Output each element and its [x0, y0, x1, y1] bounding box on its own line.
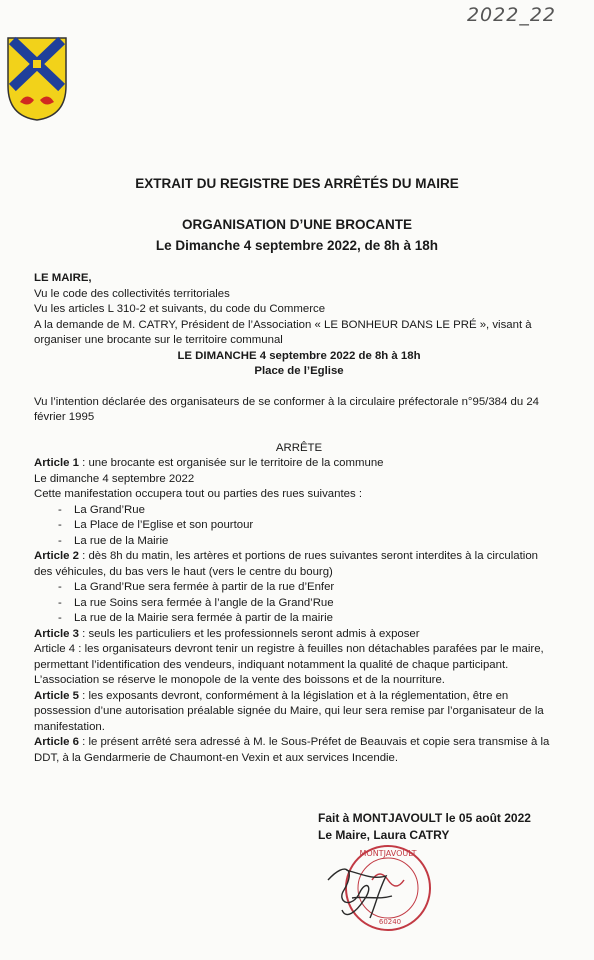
article-5-line-3: manifestation. — [34, 720, 105, 733]
vu-line-3a: Vu l’intention déclarée des organisateurs de se conformer à la circulaire préfectorale n°95/384 du 24 — [34, 395, 539, 408]
event-place: Place de l’Eglise — [254, 365, 344, 377]
article-2-label: Article 2 — [34, 550, 79, 562]
article-2-text: : dès 8h du matin, les artères et portions de rues suivantes seront interdites à la circulation — [78, 550, 538, 562]
fait-a-line: Fait à MONTJAVOULT le 05 août 2022 — [318, 811, 531, 825]
list-item: - La rue de la Mairie sera fermée à partir de la mairie — [34, 611, 564, 627]
article-2-line-2: des véhicules, du bas vers le haut (vers le centre du bourg) — [34, 565, 333, 578]
article-6-label: Article 6 — [34, 736, 79, 748]
article-6-text: : le présent arrêté sera adressé à M. le Sous-Préfet de Beauvais et copie sera transmise à la — [78, 736, 550, 748]
article-3-text: : seuls les particuliers et les professionnels seront admis à exposer — [78, 627, 420, 640]
vu-line-1: Vu le code des collectivités territoriales — [34, 287, 230, 300]
vu-line-3b: février 1995 — [34, 411, 95, 423]
article-1-line-3: Cette manifestation occupera tout ou parties des rues suivantes : — [34, 488, 362, 500]
article-3 — [34, 627, 564, 643]
list-item: - La Grand’Rue — [34, 503, 564, 519]
demande-line-1: A la demande de M. CATRY, Président de l’Association « LE BONHEUR DANS LE PRÉ », visant à — [34, 318, 532, 331]
article-3-label: Article 3 — [34, 627, 79, 640]
article-4-line-1: Article 4 : les organisateurs devront tenir un registre à feuilles non détachables parafées par le maire, — [34, 643, 544, 655]
article-5 — [34, 689, 564, 705]
document-body — [34, 271, 564, 766]
document-heading — [0, 214, 594, 256]
event-date-bold: LE DIMANCHE 4 septembre 2022 de 8h à 18h — [177, 349, 421, 362]
article-4-line-3: L’association se réserve le monopole de la vente des boissons et de la nourriture. — [34, 674, 445, 686]
closures-list — [34, 580, 564, 627]
article-2 — [34, 549, 564, 565]
stamp-ring-text: MONTJAVOULT — [359, 849, 417, 858]
article-6 — [34, 735, 564, 751]
demande-line-2: organiser une brocante sur le territoire communal — [34, 334, 283, 346]
article-1-line-2: Le dimanche 4 septembre 2022 — [34, 472, 195, 485]
article-5-text: : les exposants devront, conformément à la législation et à la réglementation, être en — [78, 689, 509, 702]
list-item: - La Grand’Rue sera fermée à partir de la rue d’Enfer — [34, 580, 564, 596]
le-maire: LE MAIRE, — [34, 272, 92, 284]
stamp-postcode: 60240 — [378, 918, 402, 926]
article-6-line-2: DDT, à la Gendarmerie de Chaumont-en Vexin et aux services Incendie. — [34, 751, 399, 764]
article-4-line-2: permettant l’identification des vendeurs, indiquant notamment la qualité de chaque participant. — [34, 658, 509, 671]
article-1-text: : une brocante est organisée sur le territoire de la commune — [78, 457, 384, 469]
article-1-label: Article 1 — [34, 457, 79, 469]
article-5-line-2: possession d’une autorisation préalable signée du Maire, qui leur sera remise par l’organisateur de la — [34, 705, 544, 717]
streets-list — [34, 503, 564, 550]
coat-of-arms-icon — [6, 36, 68, 122]
handwritten-reference: 2022_22 — [466, 4, 556, 26]
mayor-name: Le Maire, Laura CATRY — [318, 828, 450, 842]
subject-title: ORGANISATION D’UNE BROCANTE — [181, 217, 412, 232]
list-item: - La Place de l’Eglise et son pourtour — [34, 518, 564, 534]
list-item: - La rue de la Mairie — [34, 534, 564, 550]
event-date-line: Le Dimanche 4 septembre 2022, de 8h à 18h — [155, 238, 439, 253]
registry-title: EXTRAIT DU REGISTRE DES ARRÊTÉS DU MAIRE — [135, 176, 459, 191]
signature-block — [318, 810, 531, 844]
vu-line-2: Vu les articles L 310-2 et suivants, du code du Commerce — [34, 303, 326, 315]
mairie-stamp-icon — [316, 840, 436, 940]
article-5-label: Article 5 — [34, 689, 79, 702]
list-item: - La rue Soins sera fermée à l’angle de la Grand’Rue — [34, 596, 564, 612]
arrete-title: ARRÊTE — [275, 441, 323, 454]
article-1 — [34, 456, 564, 472]
